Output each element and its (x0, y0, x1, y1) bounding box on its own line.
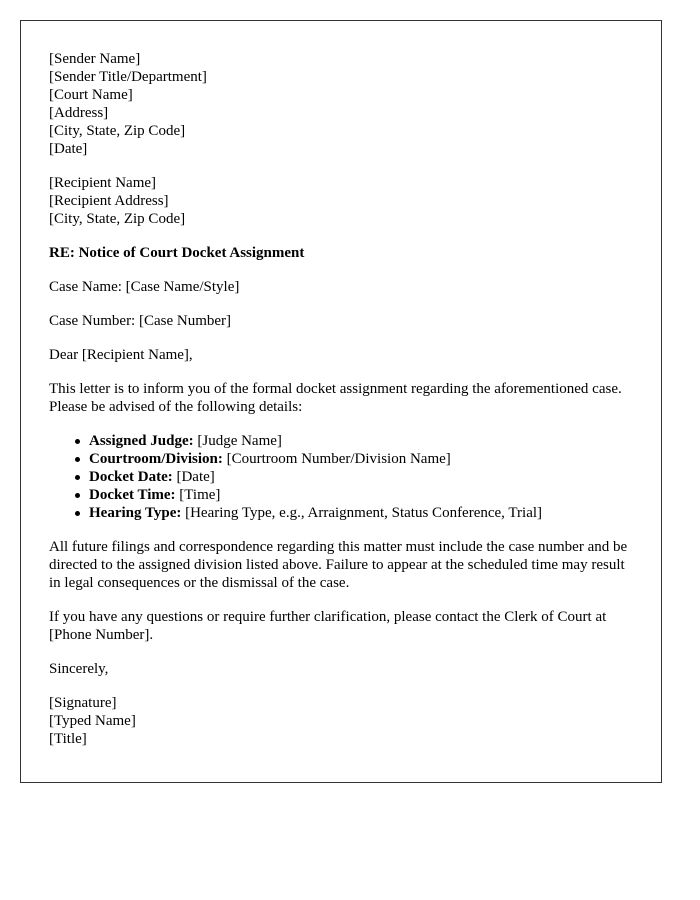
case-number-line: Case Number: [Case Number] (49, 313, 232, 329)
recipient-city: [City, State, Zip Code] (49, 211, 186, 227)
detail-docket-time (89, 486, 633, 504)
closing: Sincerely, (49, 661, 109, 677)
detail-value: [Date] (172, 469, 215, 485)
salutation: Dear [Recipient Name], (49, 347, 193, 363)
recipient-name: [Recipient Name] (49, 175, 157, 191)
signer-title: [Title] (49, 731, 87, 747)
recipient-block (49, 174, 633, 228)
detail-courtroom-division (89, 450, 633, 468)
subject-line: RE: Notice of Court Docket Assignment (49, 245, 305, 261)
signature-line: [Signature] (49, 695, 117, 711)
sender-block (49, 50, 633, 158)
detail-label: Docket Time: (89, 487, 176, 503)
detail-assigned-judge (89, 432, 633, 450)
detail-value: [Courtroom Number/Division Name] (222, 451, 451, 467)
recipient-address: [Recipient Address] (49, 193, 169, 209)
court-name: [Court Name] (49, 87, 133, 103)
detail-label: Docket Date: (89, 469, 173, 485)
intro-paragraph: This letter is to inform you of the formal docket assignment regarding the aforementioned case. Please be advised of the following details: (49, 381, 622, 415)
detail-label: Assigned Judge: (89, 433, 194, 449)
detail-label: Hearing Type: (89, 505, 182, 521)
letter-date: [Date] (49, 141, 88, 157)
contact-paragraph: If you have any questions or require further clarification, please contact the Clerk of Court at [Phone Number]. (49, 609, 607, 643)
sender-address: [Address] (49, 105, 109, 121)
letter-page (20, 20, 662, 783)
signature-block (49, 694, 633, 748)
detail-value: [Hearing Type, e.g., Arraignment, Status Conference, Trial] (181, 505, 543, 521)
body-paragraph: All future filings and correspondence regarding this matter must include the case number and be directed to the assigned division listed above. Failure to appear at the scheduled time may result in legal consequences or the dismissal of the case. (49, 539, 628, 591)
sender-name: [Sender Name] (49, 51, 141, 67)
case-name-line: Case Name: [Case Name/Style] (49, 279, 240, 295)
detail-docket-date (89, 468, 633, 486)
detail-value: [Time] (175, 487, 221, 503)
detail-label: Courtroom/Division: (89, 451, 223, 467)
detail-value: [Judge Name] (193, 433, 282, 449)
typed-name: [Typed Name] (49, 713, 136, 729)
sender-city: [City, State, Zip Code] (49, 123, 186, 139)
details-list (49, 432, 633, 522)
sender-title: [Sender Title/Department] (49, 69, 207, 85)
detail-hearing-type (89, 504, 633, 522)
